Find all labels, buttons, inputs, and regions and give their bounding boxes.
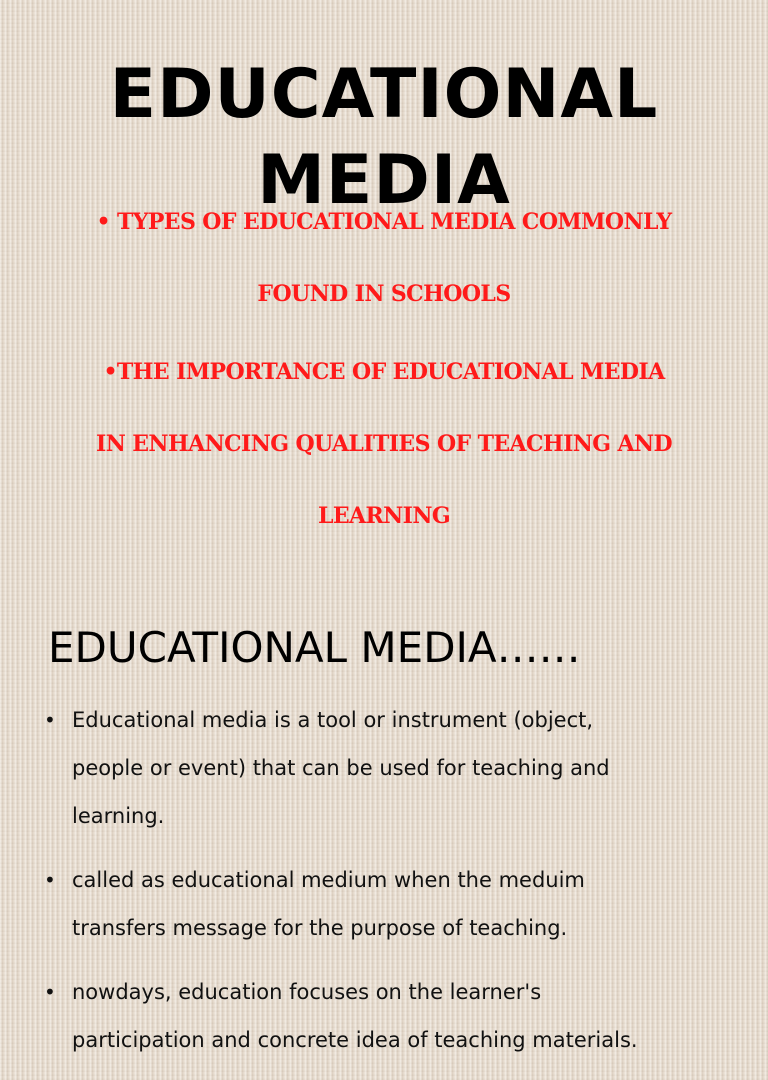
red-bullet-line: •THE IMPORTANCE OF EDUCATIONAL MEDIA [103, 359, 665, 385]
bullet-text-line: transfers message for the purpose of teaching. [72, 916, 568, 940]
bullet-dot-icon: • [44, 868, 56, 892]
bullet-list [44, 696, 724, 1080]
bullet-text-line: called as educational medium when the meduim [72, 868, 585, 892]
slide-2 [0, 600, 768, 1052]
red-bullet-line: • TYPES OF EDUCATIONAL MEDIA COMMONLY [96, 209, 672, 235]
slide-title [0, 52, 768, 224]
list-item [44, 856, 724, 952]
bullet-text-line: learning. [72, 804, 165, 828]
red-bullet-line: IN ENHANCING QUALITIES OF TEACHING AND [96, 431, 672, 457]
title-line-1: EDUCATIONAL [109, 55, 659, 134]
bullet-text-line: people or event) that can be used for teaching and [72, 756, 610, 780]
list-item [44, 696, 724, 840]
red-bullet-line: LEARNING [317, 503, 451, 529]
red-bullet-types [26, 204, 742, 348]
bullet-text-line: Educational media is a tool or instrument (object, [72, 708, 594, 732]
bullet-dot-icon: • [44, 708, 56, 732]
slide-heading: EDUCATIONAL MEDIA…… [48, 623, 581, 672]
red-bullet-line: FOUND IN SCHOOLS [257, 281, 511, 307]
list-item [44, 968, 724, 1064]
bullet-text-line: participation and concrete idea of teaching materials. [72, 1028, 638, 1052]
red-bullet-importance [26, 354, 742, 570]
bullet-dot-icon: • [44, 980, 56, 1004]
title-line-2: MEDIA [257, 141, 511, 220]
bullet-text-line: nowdays, education focuses on the learner's [72, 980, 542, 1004]
